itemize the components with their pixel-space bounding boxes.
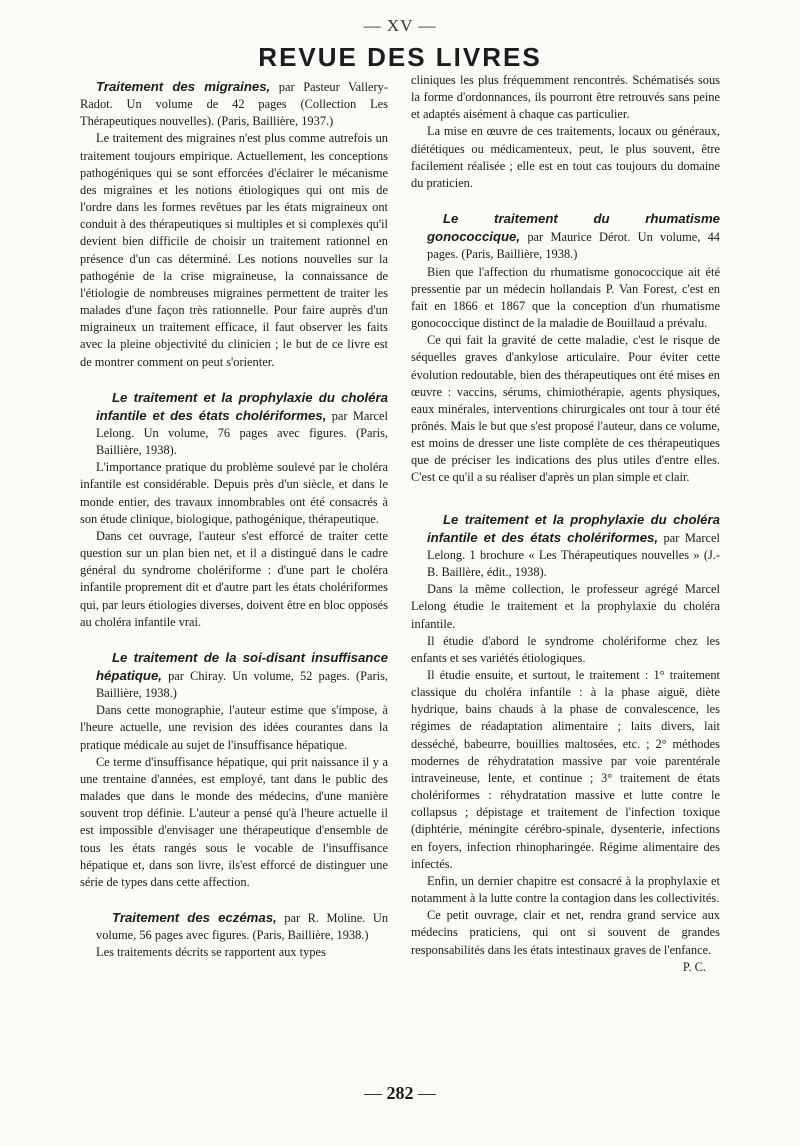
review-eczemas-continued <box>411 72 720 192</box>
book-title: Traitement des eczémas, <box>112 910 277 926</box>
page-title: REVUE DES LIVRES <box>258 42 542 72</box>
review-heading <box>64 78 388 130</box>
review-cholera <box>80 389 388 631</box>
review-paragraph: Bien que l'affection du rhumatisme gonococcique ait été pressentie par un médecin hollandais P. Van Forest, c'est en fait en 1866 et 1867 que la conception d'un rhumatisme gonococcique distinct de la maladie de Bouillaud a prévalu. <box>411 264 720 331</box>
review-paragraph: Dans cette monographie, l'auteur estime que s'impose, à l'heure actuelle, une revision des idées courantes dans la pratique médicale au sujet de l'insuffisance hépatique. <box>80 703 388 752</box>
page-footer: — 282 — <box>364 1083 436 1103</box>
book-title: Le traitement et la prophylaxie du choléra infantile et des états cholériformes, <box>427 511 720 545</box>
review-heading <box>411 210 720 263</box>
book-meta: par Chiray. Un volume, 52 pages. (Paris, Baillière, 1938.) <box>96 669 388 701</box>
review-rhumatisme <box>411 210 720 487</box>
right-column <box>411 72 720 980</box>
review-heading <box>80 649 388 702</box>
review-paragraph: Ce qui fait la gravité de cette maladie, c'est le risque de séquelles graves d'ankylose articulaire. Pour éviter cette évolution redoutable, bien des thérapeutiques ont été mises en œuvre : vaccins, sérums, chimiothérapie, agents physiques, eaux minérales, interventions chirurgicales ont tour à tour été prônés. Mais le but que s'est proposé l'auteur, dans ce volume, est moins de dresser une liste complète de ces thérapeutiques que de préciser les indications des plus utiles d'entre elles. C'est ce qu'il a su réaliser d'après un plan simple et clair. <box>411 333 720 485</box>
review-heading <box>411 511 720 582</box>
review-paragraph: Dans la même collection, le professeur agrégé Marcel Lelong étudie le traitement et la prophylaxie du choléra infantile. <box>411 582 720 631</box>
page-number: 282 <box>386 1083 414 1103</box>
book-meta: par Marcel Lelong. 1 brochure « Les Thérapeutiques nouvelles » (J.-B. Baillère, édit., 1938). <box>427 530 720 580</box>
review-paragraph: Il étudie ensuite, et surtout, le traitement : 1° traitement classique du choléra infantile : à la phase aiguë, diète hydrique, bains chauds à la phase de convalescence, les régimes de réadaptation alimentaire ; laits divers, lait desséché, babeurre, bouillies maltosées, etc. ; 2° méthodes modernes de réhydratation massive par voie parentérale intraveineuse, lente, et continue ; 3° traitement de états cholériformes : réhydratation massive et lutte contre le collapsus ; dépistage et traitement de l'infection toxique (diphtérie, méningite cérébro-spinale, dysenterie, infections en foyers, infection rhinopharingée. Régime alimentaire des infectés. <box>411 668 720 871</box>
book-meta: par Maurice Dérot. Un volume, 44 pages. (Paris, Baillière, 1938.) <box>427 230 720 262</box>
signature: P. C. <box>682 959 706 974</box>
book-title: Le traitement de la soi-disant insuffisance hépatique, <box>96 649 388 683</box>
book-meta: par Marcel Lelong. Un volume, 76 pages avec figures. (Paris, Baillière, 1938). <box>96 408 388 458</box>
review-paragraph: Dans cet ouvrage, l'auteur s'est efforcé de traiter cette question sur un plan bien net, et il a distingué dans le cadre général du syndrome cholériforme : d'une part le choléra infantile proprement dit et d'autre part les états cholériformes qui, par leurs étiologies diverses, doivent être en bloc opposés au choléra infantile vrai. <box>80 528 388 629</box>
review-cholera-brochure <box>411 511 720 976</box>
roman-page-number: — XV — <box>363 16 437 35</box>
review-paragraph: Le traitement des migraines n'est plus comme autrefois un traitement toujours empirique. Actuellement, les conceptions pathogéniques qui se sont efforcées d'éclairer le mécanisme des migraines et les notions étiologiques qui ont mis de l'ordre dans les formes revêtues par les états migraineux ont conduit à des thérapeutiques si multiples et si complexes qu'il devient bien difficile de choisir un traitement rationnel en présence d'un cas déterminé. Les notions nouvelles sur la pathogénie de la crise migraineuse, la connaissance de l'étiologie de nombreuses migraines permettent de traiter les malades d'une façon très rationnelle. Pour faire auprès d'un migraineux un traitement efficace, il faut observer les faits avec la pleine objectivité du clinicien ; le but de ce livre est de montrer comment on peut s'orienter. <box>80 131 388 369</box>
book-title: Le traitement du rhumatisme gonococcique, <box>427 211 720 245</box>
review-heading <box>80 909 388 944</box>
review-paragraph: Ce petit ouvrage, clair et net, rendra grand service aux médecins praticiens, qui ont si souvent de grandes responsabilités dans les états intestinaux graves de l'enfance. <box>411 908 720 957</box>
review-paragraph: La mise en œuvre de ces traitements, locaux ou généraux, diététiques ou médicamenteux, peut, le plus souvent, être facilement réalisée ; elle est en tout cas toujours du domaine du praticien. <box>411 124 720 190</box>
review-paragraph: cliniques les plus fréquemment rencontrés. Schématisés sous la forme d'ordonnances, ils pourront être retrouvés sans peine et adaptés aisément à chaque cas particulier. <box>411 73 720 122</box>
review-paragraph: Les traitements décrits se rapportent aux types <box>96 945 326 960</box>
book-title: Le traitement et la prophylaxie du choléra infantile et des états cholériformes, <box>96 389 388 423</box>
review-insuffisance-hepatique <box>80 649 388 891</box>
review-paragraph: Enfin, un dernier chapitre est consacré à la prophylaxie et notamment à la lutte contre la contagion dans les collectivités. <box>411 873 720 906</box>
book-meta: par Pasteur Vallery-Radot. Un volume de 42 pages (Collection Les Thérapeutiques nouvelles). (Paris, Baillière, 1937.) <box>80 80 388 129</box>
review-heading <box>80 389 388 460</box>
review-paragraph: Il étudie d'abord le syndrome cholériforme chez les enfants et ses variétés étiologiques. <box>411 633 720 665</box>
book-title: Traitement des migraines, <box>96 79 271 94</box>
review-paragraph: Ce terme d'insuffisance hépatique, qui prit naissance il y a une trentaine d'années, est employé, tant dans le public des malades que dans le monde des médecins, d'une manière souvent trop définie. L'auteur a pensé qu'à l'heure actuelle il est impossible d'envisager une thérapeutique d'ensemble de tous les états rangés sous le vocable de l'insuffisance hépatique et, dans son livre, ils'est efforcé de distinguer une série de types dans cette affection. <box>80 754 388 889</box>
book-meta: par R. Moline. Un volume, 56 pages avec figures. (Paris, Baillière, 1938.) <box>96 911 389 943</box>
review-paragraph: L'importance pratique du problème soulevé par le choléra infantile est considérable. Depuis près d'un siècle, et dans le monde entier, des travaux innombrables ont été consacrés à son étude clinique, biologique, pathogénique, thérapeutique. <box>80 460 388 526</box>
review-migraines <box>80 78 388 371</box>
left-column <box>80 78 388 966</box>
review-eczemas <box>80 909 388 961</box>
